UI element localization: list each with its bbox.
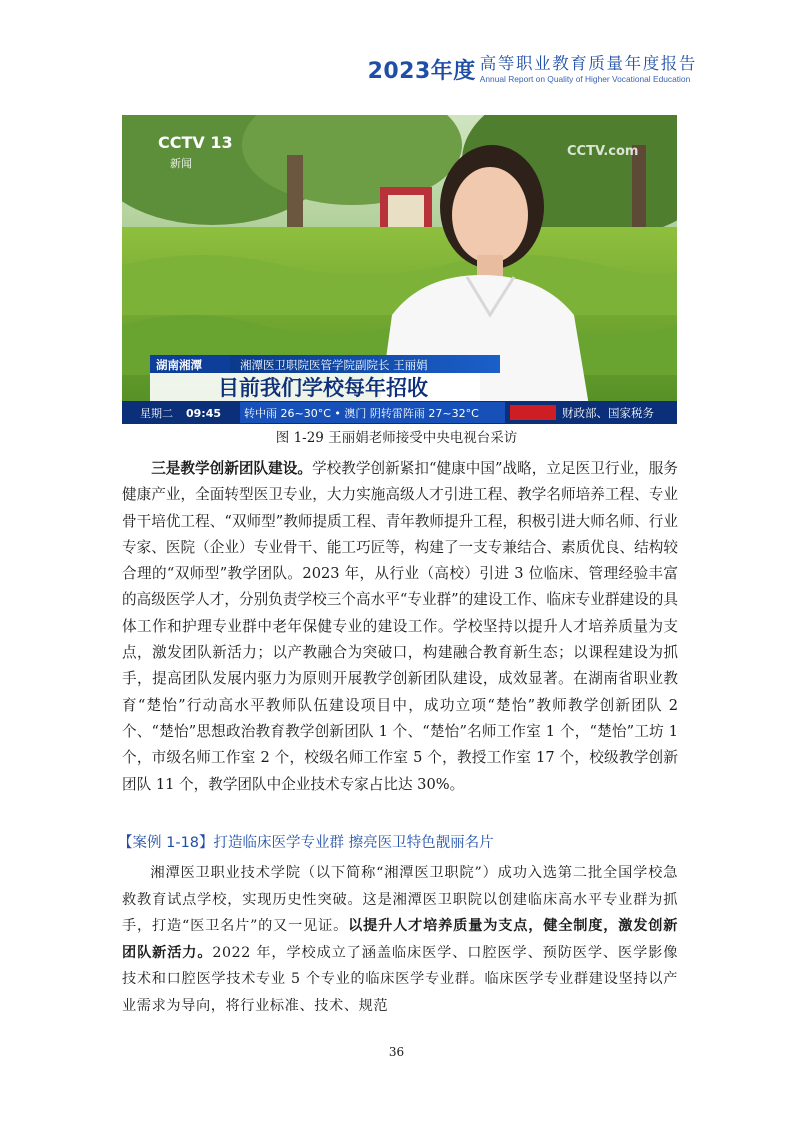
- ticker-news: 财政部、国家税务: [562, 406, 654, 420]
- channel-logo-text: CCTV 13: [158, 133, 233, 152]
- paragraph-lead: 三是教学创新团队建设。: [151, 460, 313, 477]
- case-text-1: 湘潭医卫职业技术学院（以下简称“湘潭医卫职院”）成功入选第二批全国学校急救教育试点学校，实现历史性突破。这是湘潭医卫职院以创建临床高水平专业群为抓手，打造“医卫名片”的又一见证。: [122, 865, 678, 935]
- ticker-day: 星期二: [140, 407, 173, 420]
- cctv-com-logo: CCTV.com: [567, 144, 639, 159]
- figure-caption: 图 1-29 王丽娟老师接受中央电视台采访: [275, 430, 518, 446]
- header-titles: [480, 54, 697, 85]
- channel-sub-text: 新闻: [170, 157, 192, 170]
- body-paragraph: [122, 456, 678, 798]
- paragraph-text: 学校教学创新紧扣“健康中国”战略，立足医卫行业，服务健康产业，全面转型医卫专业，大力实施高级人才引进工程、教学名师培养工程、专业骨干培优工程、“双师型”教师提质工程、青年教师提升工程，积极引进大师名师、行业专家、医院（企业）专业骨干、能工巧匠等，构建了一支专兼结合、素质优良、结构较合理的“双师型”教学团队。2023 年，从行业（高校）引进 3 位临床、管理经验丰富的高级医学人才，分别负责学校三个高水平“专业群”的建设工作、临床专业群建设的具体工作和护理专业群中老年保健专业的建设工作。学校坚持以提升人才培养质量为支点，激发团队新活力；以产教融合为突破口，构建融合教育新生态；以课程建设为抓手，提高团队发展内驱力为原则开展教学创新团队建设，成效显著。在湖南省职业教育“楚怡”行动高水平教师队伍建设项目中，成功立项“楚怡”教师教学创新团队 2 个、“楚怡”思想政治教育教学创新团队 1 个、“楚怡”名师工作室 1 个，“楚怡”工坊 1 个，市级名师工作室 2 个，校级名师工作室 5 个，教授工作室 17 个，校级教学创新团队 11 个，教学团队中企业技术专家占比达 30%。: [122, 460, 678, 793]
- header-title-en: Annual Report on Quality of Higher Vocational Education: [479, 74, 691, 84]
- header-title-cn: 高等职业教育质量年度报告: [479, 54, 697, 73]
- subtitle-text: 目前我们学校每年招收: [218, 376, 428, 400]
- case-text-2: 2022 年，学校成立了涵盖临床医学、口腔医学、预防医学、医学影像技术和口腔医学技术专业 5 个专业的临床医学专业群。临床医学专业群建设坚持以产业需求为导向，将行业标准、技术、规范: [122, 944, 678, 1014]
- case-title: 【案例 1-18】打造临床医学专业群 擦亮医卫特色靓丽名片: [118, 835, 494, 851]
- interview-photo: [122, 115, 677, 424]
- ticker-time: 09:45: [186, 407, 222, 420]
- header-year: 2023年度: [367, 59, 476, 84]
- case-body: [122, 860, 678, 1020]
- speaker-line: 湘潭医卫职院医管学院副院长 王丽娟: [240, 358, 428, 372]
- location-tag: 湖南湘潭: [156, 358, 202, 372]
- case-bold: 以提升人才培养质量为支点，健全制度，激发创新团队新活力。: [122, 918, 679, 961]
- ticker-weather: 转中雨 26~30°C • 澳门 阴转雷阵雨 27~32°C: [244, 407, 479, 420]
- page-number: 36: [388, 1045, 405, 1059]
- report-header: [368, 54, 697, 94]
